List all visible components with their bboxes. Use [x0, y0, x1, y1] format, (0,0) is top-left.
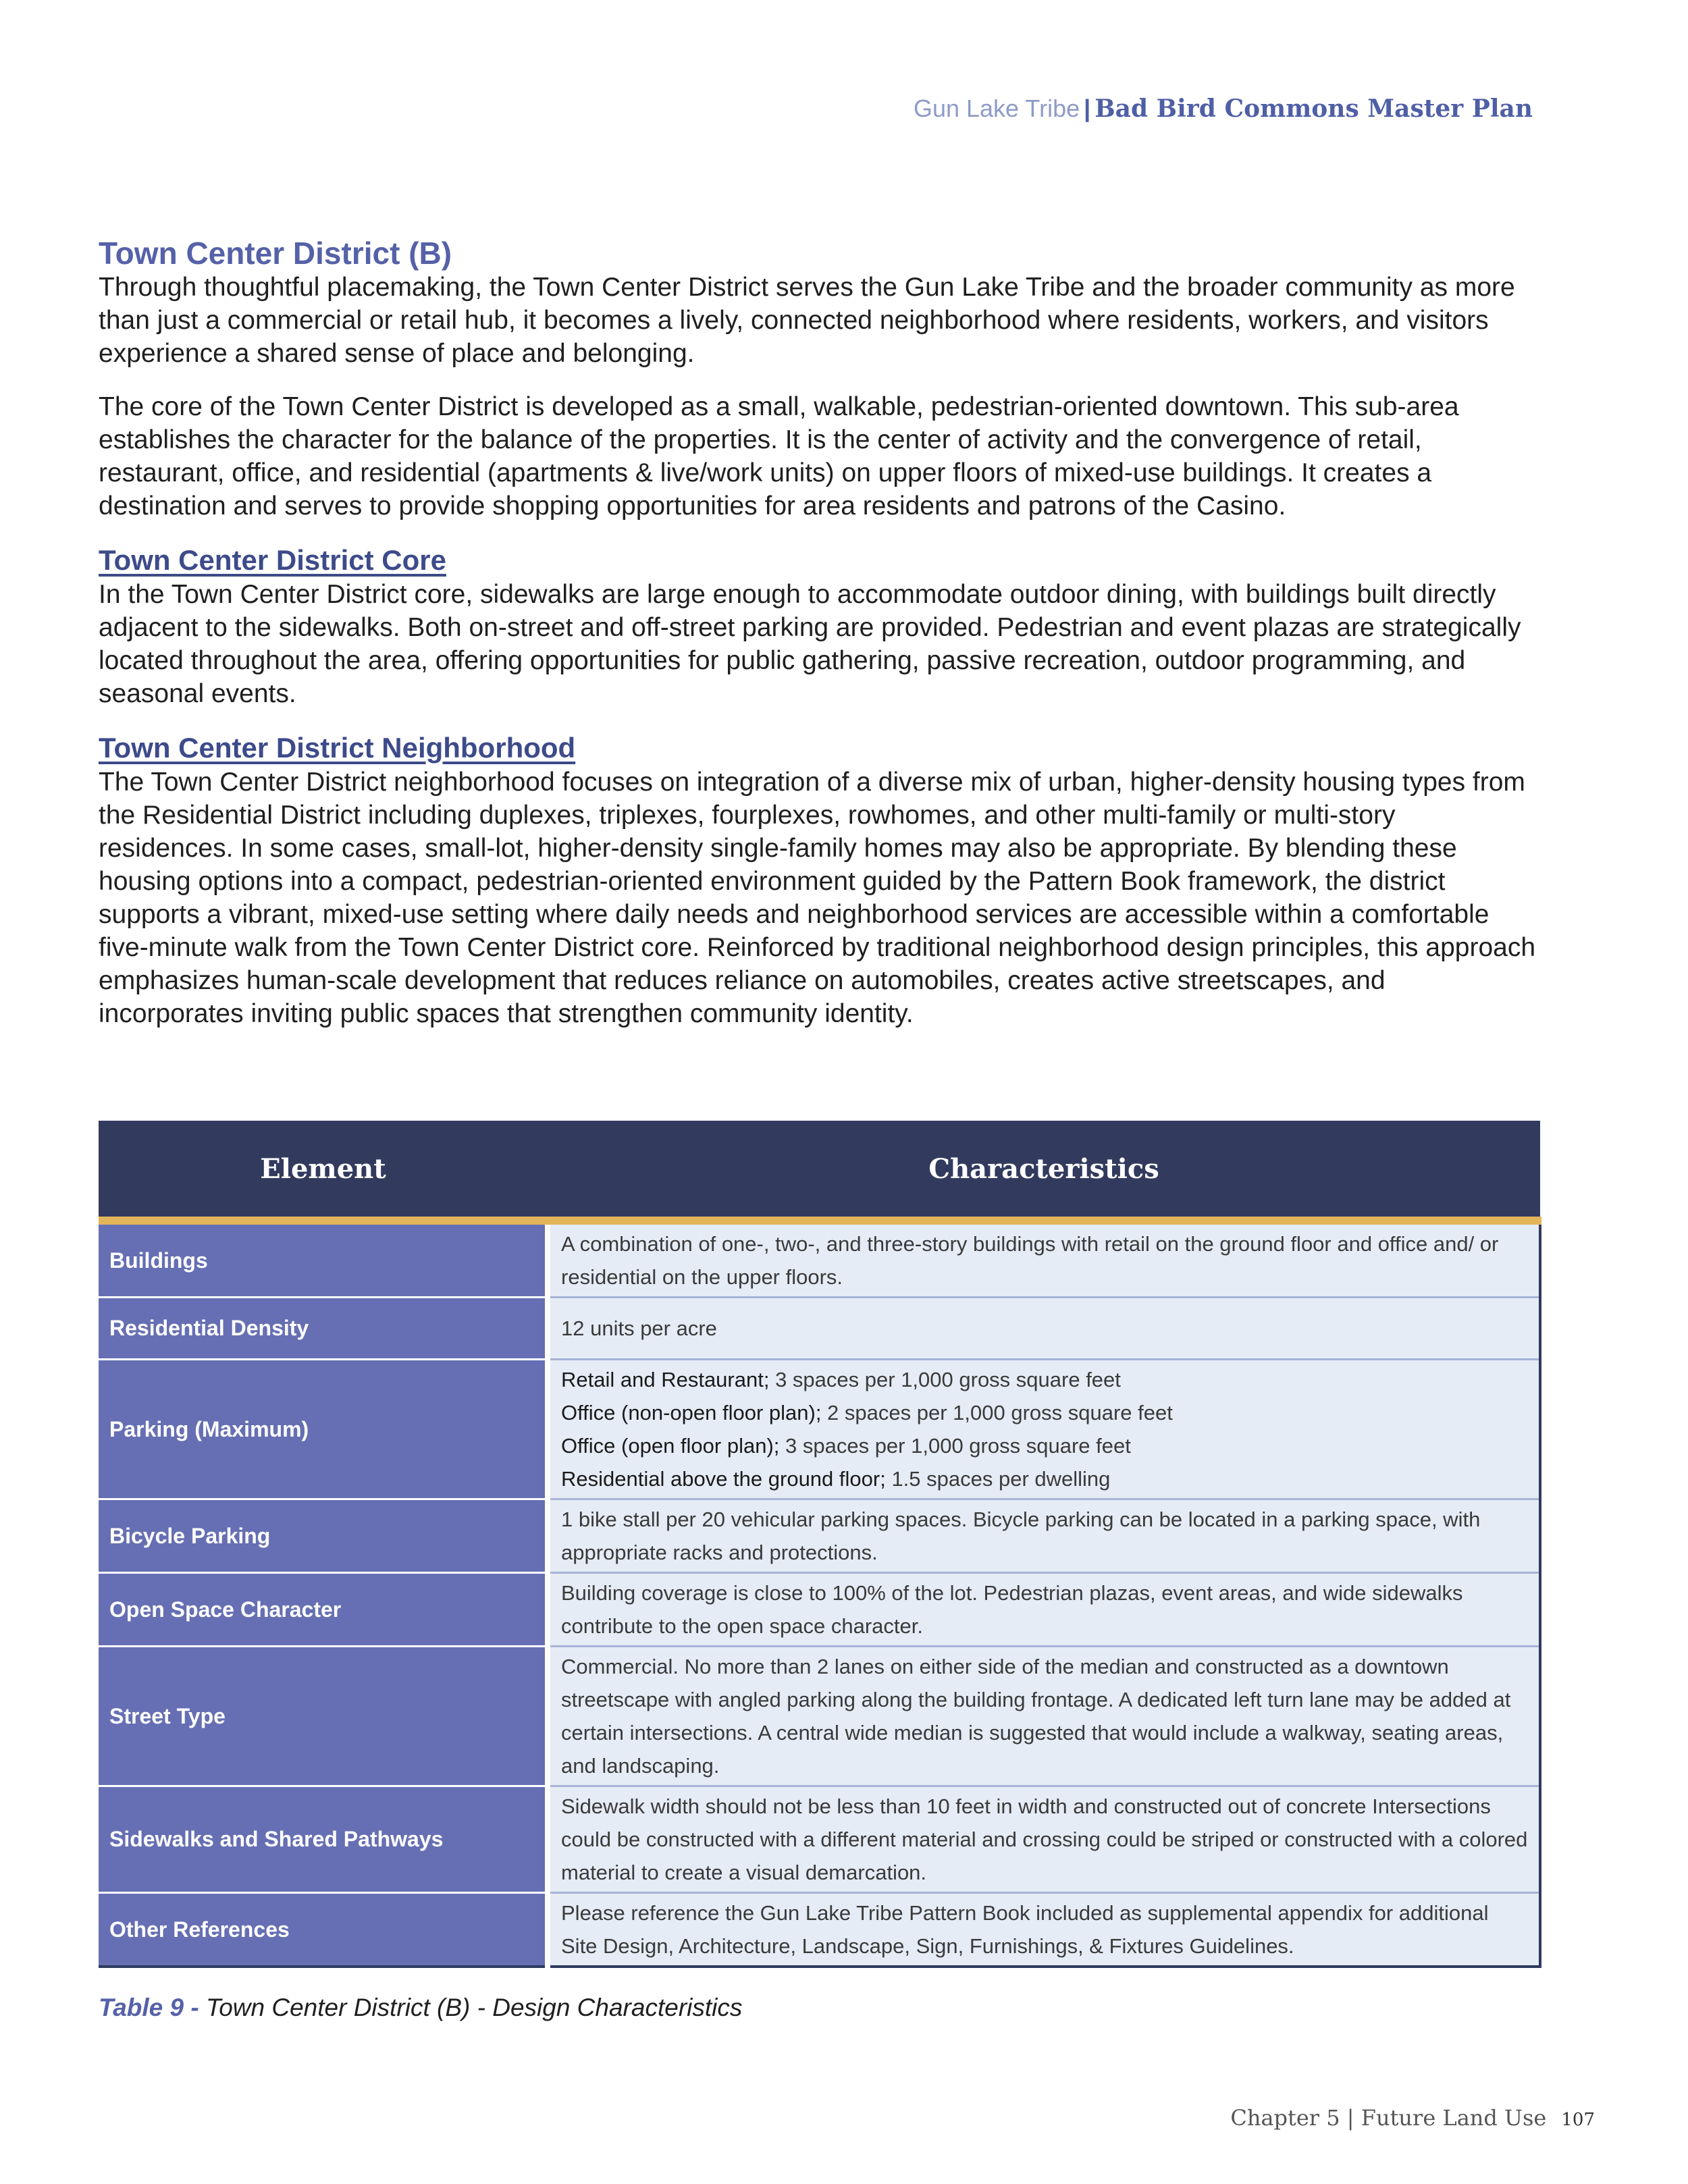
- row-element: Open Space Character: [99, 1573, 548, 1647]
- design-characteristics-table: [99, 1121, 1541, 1968]
- parking-line-value: 1.5 spaces per dwelling: [885, 1467, 1111, 1491]
- parking-line-label: Office (non-open floor plan);: [561, 1401, 822, 1424]
- core-paragraph: In the Town Center District core, sidewalks are large enough to accommodate outdoor dining, with buildings built directly adjacent to the sidewalks. Both on-street and off-street parking are provided. Pedestrian and event plazas are strategically located throughout the area, offering opportunities for public gathering, passive recreation, outdoor programming, and seasonal events.: [99, 579, 1521, 708]
- table-header-row: [99, 1121, 1540, 1221]
- parking-line-label: Office (open floor plan);: [561, 1434, 780, 1458]
- neighborhood-heading: Town Center District Neighborhood: [99, 731, 576, 764]
- parking-line: [561, 1396, 1528, 1429]
- parking-line-label: Residential above the ground floor;: [561, 1467, 886, 1491]
- row-characteristics: [548, 1360, 1540, 1499]
- row-element: Bicycle Parking: [99, 1499, 548, 1573]
- table-caption-number: Table 9 -: [99, 1994, 199, 2021]
- table-row: [99, 1360, 1540, 1499]
- header-org: Gun Lake Tribe: [913, 95, 1080, 122]
- running-header: [914, 95, 1533, 123]
- section-heading: Town Center District (B): [99, 236, 452, 271]
- table-row: [99, 1298, 1540, 1360]
- table-row: [99, 1573, 1540, 1647]
- row-element: Street Type: [99, 1647, 548, 1786]
- page-number: 107: [1561, 2110, 1595, 2130]
- row-element: Other References: [99, 1893, 548, 1967]
- row-characteristics: Building coverage is close to 100% of the lot. Pedestrian plazas, event areas, and wide sidewalks contribute to the open space character.: [548, 1573, 1540, 1647]
- row-element: Sidewalks and Shared Pathways: [99, 1786, 548, 1893]
- row-characteristics: Sidewalk width should not be less than 10 feet in width and constructed out of concrete Intersections could be constructed with a different material and crossing could be striped or constructed with a colored material to create a visual demarcation.: [548, 1786, 1540, 1893]
- table-caption-text: Town Center District (B) - Design Characteristics: [206, 1994, 743, 2021]
- header-separator: |: [1084, 95, 1091, 122]
- footer-chapter: Chapter 5 | Future Land Use: [1230, 2105, 1547, 2131]
- row-characteristics: Commercial. No more than 2 lanes on either side of the median and constructed as a downtown streetscape with angled parking along the building frontage. A dedicated left turn lane may be added at certain intersections. A central wide median is suggested that would include a walkway, seating areas, and landscaping.: [548, 1647, 1540, 1786]
- row-characteristics: 12 units per acre: [548, 1298, 1540, 1360]
- core-heading: Town Center District Core: [99, 543, 446, 576]
- intro-paragraph-1: Through thoughtful placemaking, the Town Center District serves the Gun Lake Tribe and the broader community as more than just a commercial or retail hub, it becomes a lively, connected neighborhood where residents, workers, and visitors experience a shared sense of place and belonging.: [99, 272, 1515, 368]
- table-row: [99, 1893, 1540, 1967]
- body-content: [99, 236, 1537, 1050]
- parking-line: [561, 1429, 1528, 1462]
- row-characteristics: Please reference the Gun Lake Tribe Pattern Book included as supplemental appendix for additional Site Design, Architecture, Landscape, Sign, Furnishings, & Fixtures Guidelines.: [548, 1893, 1540, 1967]
- parking-line-value: 2 spaces per 1,000 gross square feet: [821, 1401, 1173, 1424]
- header-element: Element: [99, 1121, 548, 1221]
- header-characteristics: Characteristics: [548, 1121, 1540, 1221]
- row-element: Residential Density: [99, 1298, 548, 1360]
- header-plan-title: Bad Bird Commons Master Plan: [1094, 95, 1533, 123]
- table-row: [99, 1647, 1540, 1786]
- table-row: [99, 1221, 1540, 1298]
- parking-line: [561, 1363, 1528, 1396]
- parking-line-value: 3 spaces per 1,000 gross square feet: [769, 1368, 1121, 1391]
- table-row: [99, 1786, 1540, 1893]
- parking-line-label: Retail and Restaurant;: [561, 1368, 770, 1391]
- row-element: Parking (Maximum): [99, 1360, 548, 1499]
- row-characteristics: A combination of one-, two-, and three-story buildings with retail on the ground floor and office and/ or residential on the upper floors.: [548, 1221, 1540, 1298]
- design-characteristics-table-wrap: [99, 1121, 1541, 2022]
- neighborhood-paragraph: The Town Center District neighborhood focuses on integration of a diverse mix of urban, higher-density housing types from the Residential District including duplexes, triplexes, fourplexes, rowhomes, and other multi-family or multi-story residences. In some cases, small-lot, higher-density single-family homes may also be appropriate. By blending these housing options into a compact, pedestrian-oriented environment guided by the Pattern Book framework, the district supports a vibrant, mixed-use setting where daily needs and neighborhood services are accessible within a comfortable five-minute walk from the Town Center District core. Reinforced by traditional neighborhood design principles, this approach emphasizes human-scale development that reduces reliance on automobiles, creates active streetscapes, and incorporates inviting public spaces that strengthen community identity.: [99, 767, 1536, 1028]
- parking-line: [561, 1462, 1528, 1495]
- row-characteristics: 1 bike stall per 20 vehicular parking spaces. Bicycle parking can be located in a parking space, with appropriate racks and protections.: [548, 1499, 1540, 1573]
- intro-paragraph-2: The core of the Town Center District is developed as a small, walkable, pedestrian-oriented downtown. This sub-area establishes the character for the balance of the properties. It is the center of activity and the convergence of retail, restaurant, office, and residential (apartments & live/work units) on upper floors of mixed-use buildings. It creates a destination and serves to provide shopping opportunities for area residents and patrons of the Casino.: [99, 392, 1459, 521]
- table-caption: [99, 1994, 1541, 2022]
- row-element: Buildings: [99, 1221, 548, 1298]
- page-footer: [1230, 2105, 1595, 2131]
- parking-line-value: 3 spaces per 1,000 gross square feet: [779, 1434, 1131, 1458]
- table-row: [99, 1499, 1540, 1573]
